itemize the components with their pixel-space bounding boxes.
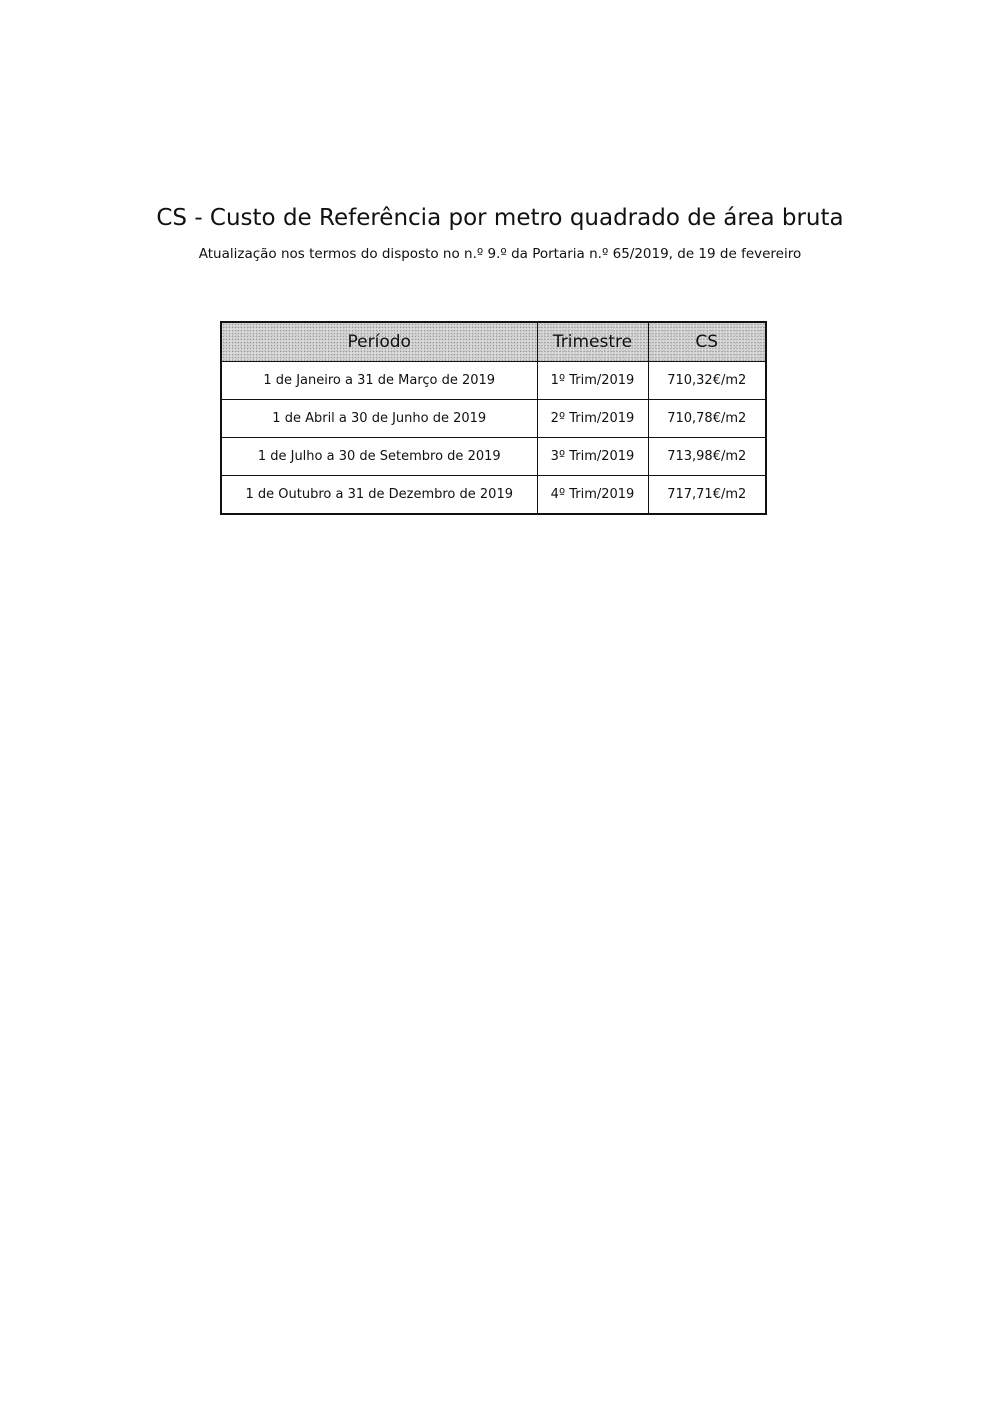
cell-cs: 717,71€/m2 bbox=[648, 476, 766, 515]
header-period: Período bbox=[221, 322, 537, 362]
table-header-row bbox=[221, 322, 766, 362]
document-title: CS - Custo de Referência por metro quadrado de área bruta bbox=[156, 205, 844, 231]
header-cs: CS bbox=[648, 322, 766, 362]
cell-cs: 713,98€/m2 bbox=[648, 438, 766, 476]
table-row bbox=[221, 400, 766, 438]
cell-cs: 710,32€/m2 bbox=[648, 362, 766, 400]
cell-quarter: 2º Trim/2019 bbox=[537, 400, 648, 438]
cell-period: 1 de Julho a 30 de Setembro de 2019 bbox=[221, 438, 537, 476]
document-subtitle: Atualização nos termos do disposto no n.º 9.º da Portaria n.º 65/2019, de 19 de fevereiro bbox=[198, 246, 802, 262]
table-row bbox=[221, 362, 766, 400]
table-row bbox=[221, 438, 766, 476]
cell-cs: 710,78€/m2 bbox=[648, 400, 766, 438]
cell-quarter: 4º Trim/2019 bbox=[537, 476, 648, 515]
cell-quarter: 3º Trim/2019 bbox=[537, 438, 648, 476]
table-row bbox=[221, 476, 766, 515]
cell-period: 1 de Janeiro a 31 de Março de 2019 bbox=[221, 362, 537, 400]
reference-cost-table bbox=[220, 321, 767, 515]
cell-period: 1 de Outubro a 31 de Dezembro de 2019 bbox=[221, 476, 537, 515]
cell-period: 1 de Abril a 30 de Junho de 2019 bbox=[221, 400, 537, 438]
header-quarter: Trimestre bbox=[537, 322, 648, 362]
cell-quarter: 1º Trim/2019 bbox=[537, 362, 648, 400]
